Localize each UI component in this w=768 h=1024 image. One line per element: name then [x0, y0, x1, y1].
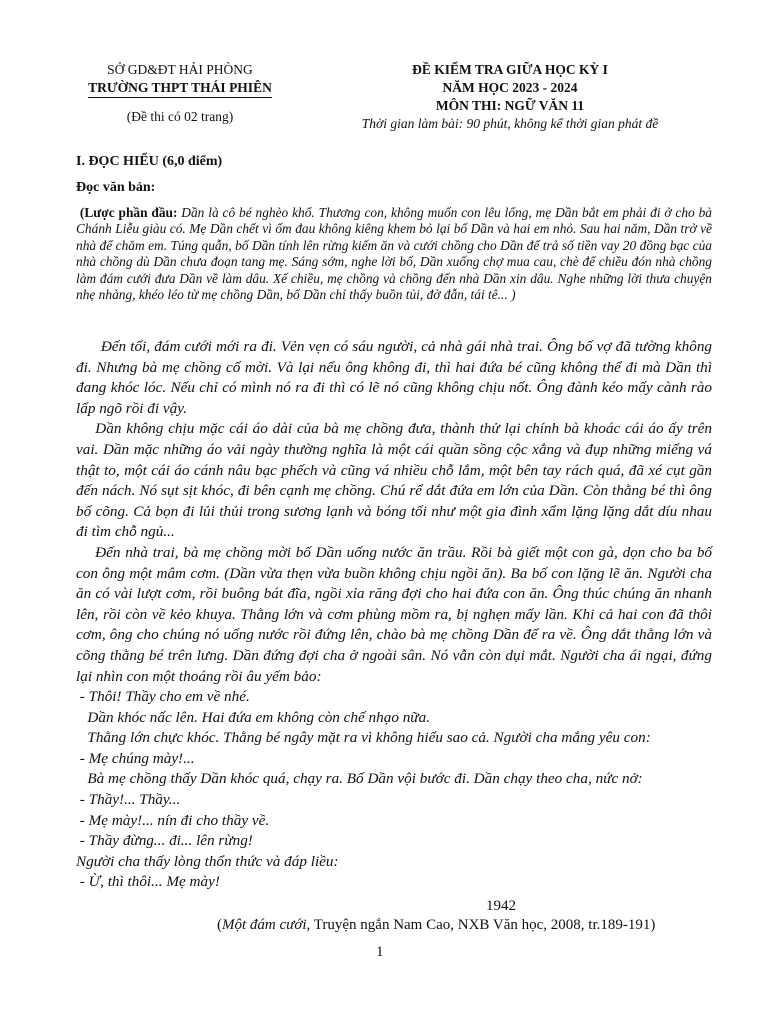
- dialogue-line-1: - Thôi! Thầy cho em về nhé.: [76, 688, 250, 706]
- page-number: 1: [376, 944, 384, 960]
- citation-title: Một đám cưới: [222, 917, 307, 933]
- story-paragraph-1: Đến tối, đám cưới mới ra đi. Vẻn vẹn có sáu người, cả nhà gái nhà trai. Ông bố vợ đã tường không đi. Nhưng bà mẹ chồng cố mời. Và lại nếu ông không đi, thì hai đứa bé cũng không thể đi mà Dần thì đang khóc lóc. Nếu chỉ có mình nó ra đi thì có lẽ nó cũng không chịu nốt. Ông đành kéo mấy cành rào lấp ngõ rồi đi vậy.: [76, 338, 716, 417]
- summary-paragraph: [76, 205, 712, 303]
- school-year: NĂM HỌC 2023 - 2024: [442, 80, 578, 95]
- dialogue-line-2: Dần khóc nấc lên. Hai đứa em không còn chế nhạo nữa.: [76, 708, 430, 726]
- story-paragraph-2: Dần không chịu mặc cái áo dài của bà mẹ chồng đưa, thành thử lại chính bà khoác cái áo ấy trên vai. Dần mặc những áo vải ngày thường nghĩa là một cái quần sồng cộc xẳng và đụp những miếng vá thật to, một cái áo cánh nâu bạc phếch và cũng vá nhiều chỗ lắm, một bên tay rách quá, đã xé cụt gần đến nách. Nó sụt sịt khóc, đi bên cạnh mẹ chồng. Chú rể dắt đứa em lớn của Dần. Còn thằng bé thì ông bố cõng. Cả bọn đi lủi thủi trong sương lạnh và bóng tối như một gia đình xẩm lặng lặng dắt díu nhau đi tìm chỗ ngủ...: [76, 420, 716, 541]
- pages-note: (Đề thi có 02 trang): [126, 109, 234, 124]
- citation-open: (: [217, 917, 222, 933]
- read-label: Đọc văn bản:: [76, 180, 156, 195]
- story-body: [76, 337, 716, 893]
- dialogue-line-8: - Thầy đừng... đi... lên rừng!: [76, 832, 253, 850]
- section-title: I. ĐỌC HIỂU (6,0 điểm): [76, 154, 223, 169]
- right-header: [320, 61, 700, 133]
- exam-subject: MÔN THI: NGỮ VĂN 11: [435, 98, 585, 113]
- summary-text: Dần là cô bé nghèo khổ. Thương con, không muốn con lêu lổng, mẹ Dần bắt em phải đi ở cho bà Chánh Liễu giàu có. Mẹ Dần chết vì ốm đau không kiêng khem bỏ lại bố Dần và hai em nhỏ. Sau hai năm, Dần trở về nhà để chăm em. Túng quẫn, bố Dần tính lên rừng kiếm ăn và cưới chồng cho Dần để trả số tiền vay 20 đồng bạc của nhà chồng dù Dần chưa đoạn tang mẹ. Sáng sớm, nghe lời bố, Dần xuống chợ mua cau, chè để chiều đón nhà chồng làm đám cưới đưa Dần về làm dâu. Xế chiều, mẹ chồng và chồng đến nhà Dần xin dâu. Nghe những lời thưa chuyện nhẹ nhàng, khéo léo từ mẹ chồng Dần, bố Dần chỉ thấy buồn tủi, đờ đẫn, tái tê... ): [76, 205, 712, 303]
- school-name: TRƯỜNG THPT THÁI PHIÊN: [88, 79, 272, 98]
- department-name: SỞ GD&ĐT HẢI PHÒNG: [107, 62, 253, 77]
- dialogue-line-4: - Mẹ chúng mày!...: [76, 749, 195, 767]
- publication-year: 1942: [486, 898, 516, 914]
- dialogue-line-3: Thằng lớn chực khóc. Thằng bé ngây mặt ra vì không hiểu sao cả. Người cha mắng yêu con:: [76, 729, 651, 747]
- time-note: Thời gian làm bài: 90 phút, không kể thời gian phát đề: [361, 116, 659, 131]
- dialogue-line-6: - Thầy!... Thầy...: [76, 791, 181, 809]
- summary-lead: (Lược phần đầu:: [79, 205, 178, 220]
- dialogue-line-10: - Ừ, thì thôi... Mẹ mày!: [76, 873, 220, 891]
- dialogue-line-7: - Mẹ mày!... nín đi cho thầy về.: [76, 811, 270, 829]
- citation-rest: , Truyện ngắn Nam Cao, NXB Văn học, 2008, tr.189-191): [306, 917, 656, 933]
- dialogue-line-5: Bà mẹ chồng thấy Dần khóc quá, chạy ra. Bố Dần vội bước đi. Dần chạy theo cha, nức nở:: [76, 770, 643, 788]
- left-header: [70, 61, 290, 126]
- story-paragraph-3: Đến nhà trai, bà mẹ chồng mời bố Dần uống nước ăn trầu. Rồi bà giết một con gà, dọn cho ba bố con ông một mâm cơm. (Dần vừa thẹn vừa buồn không chịu ngồi ăn). Ba bố con lặng lẽ ăn. Người cha ăn có vài lượt cơm, rồi buông bát đĩa, ngồi xỉa răng đợi cho hai đứa con ăn. Ông thúc chúng ăn nhanh lên, rồi còn về kẻo khuya. Thằng lớn và cơm phùng mồm ra, bị nghẹn mấy lần. Khi cả hai con đã thôi cơm, ông cho chúng nó uống nước rồi đứng lên, chào bà mẹ chồng Dần để ra về. Ông dắt thằng lớn và cõng thằng bé trên lưng. Dần đứng đợi cha ở ngoài sân. Nó vẫn còn dụi mắt. Người cha ái ngại, đứng lại nhìn con một thoáng rồi âu yếm bảo:: [76, 543, 716, 685]
- dialogue-line-9: Người cha thấy lòng thổn thức và đáp liều:: [76, 852, 339, 870]
- source-citation: [217, 917, 655, 934]
- exam-title: ĐỀ KIỂM TRA GIỮA HỌC KỲ I: [412, 62, 608, 77]
